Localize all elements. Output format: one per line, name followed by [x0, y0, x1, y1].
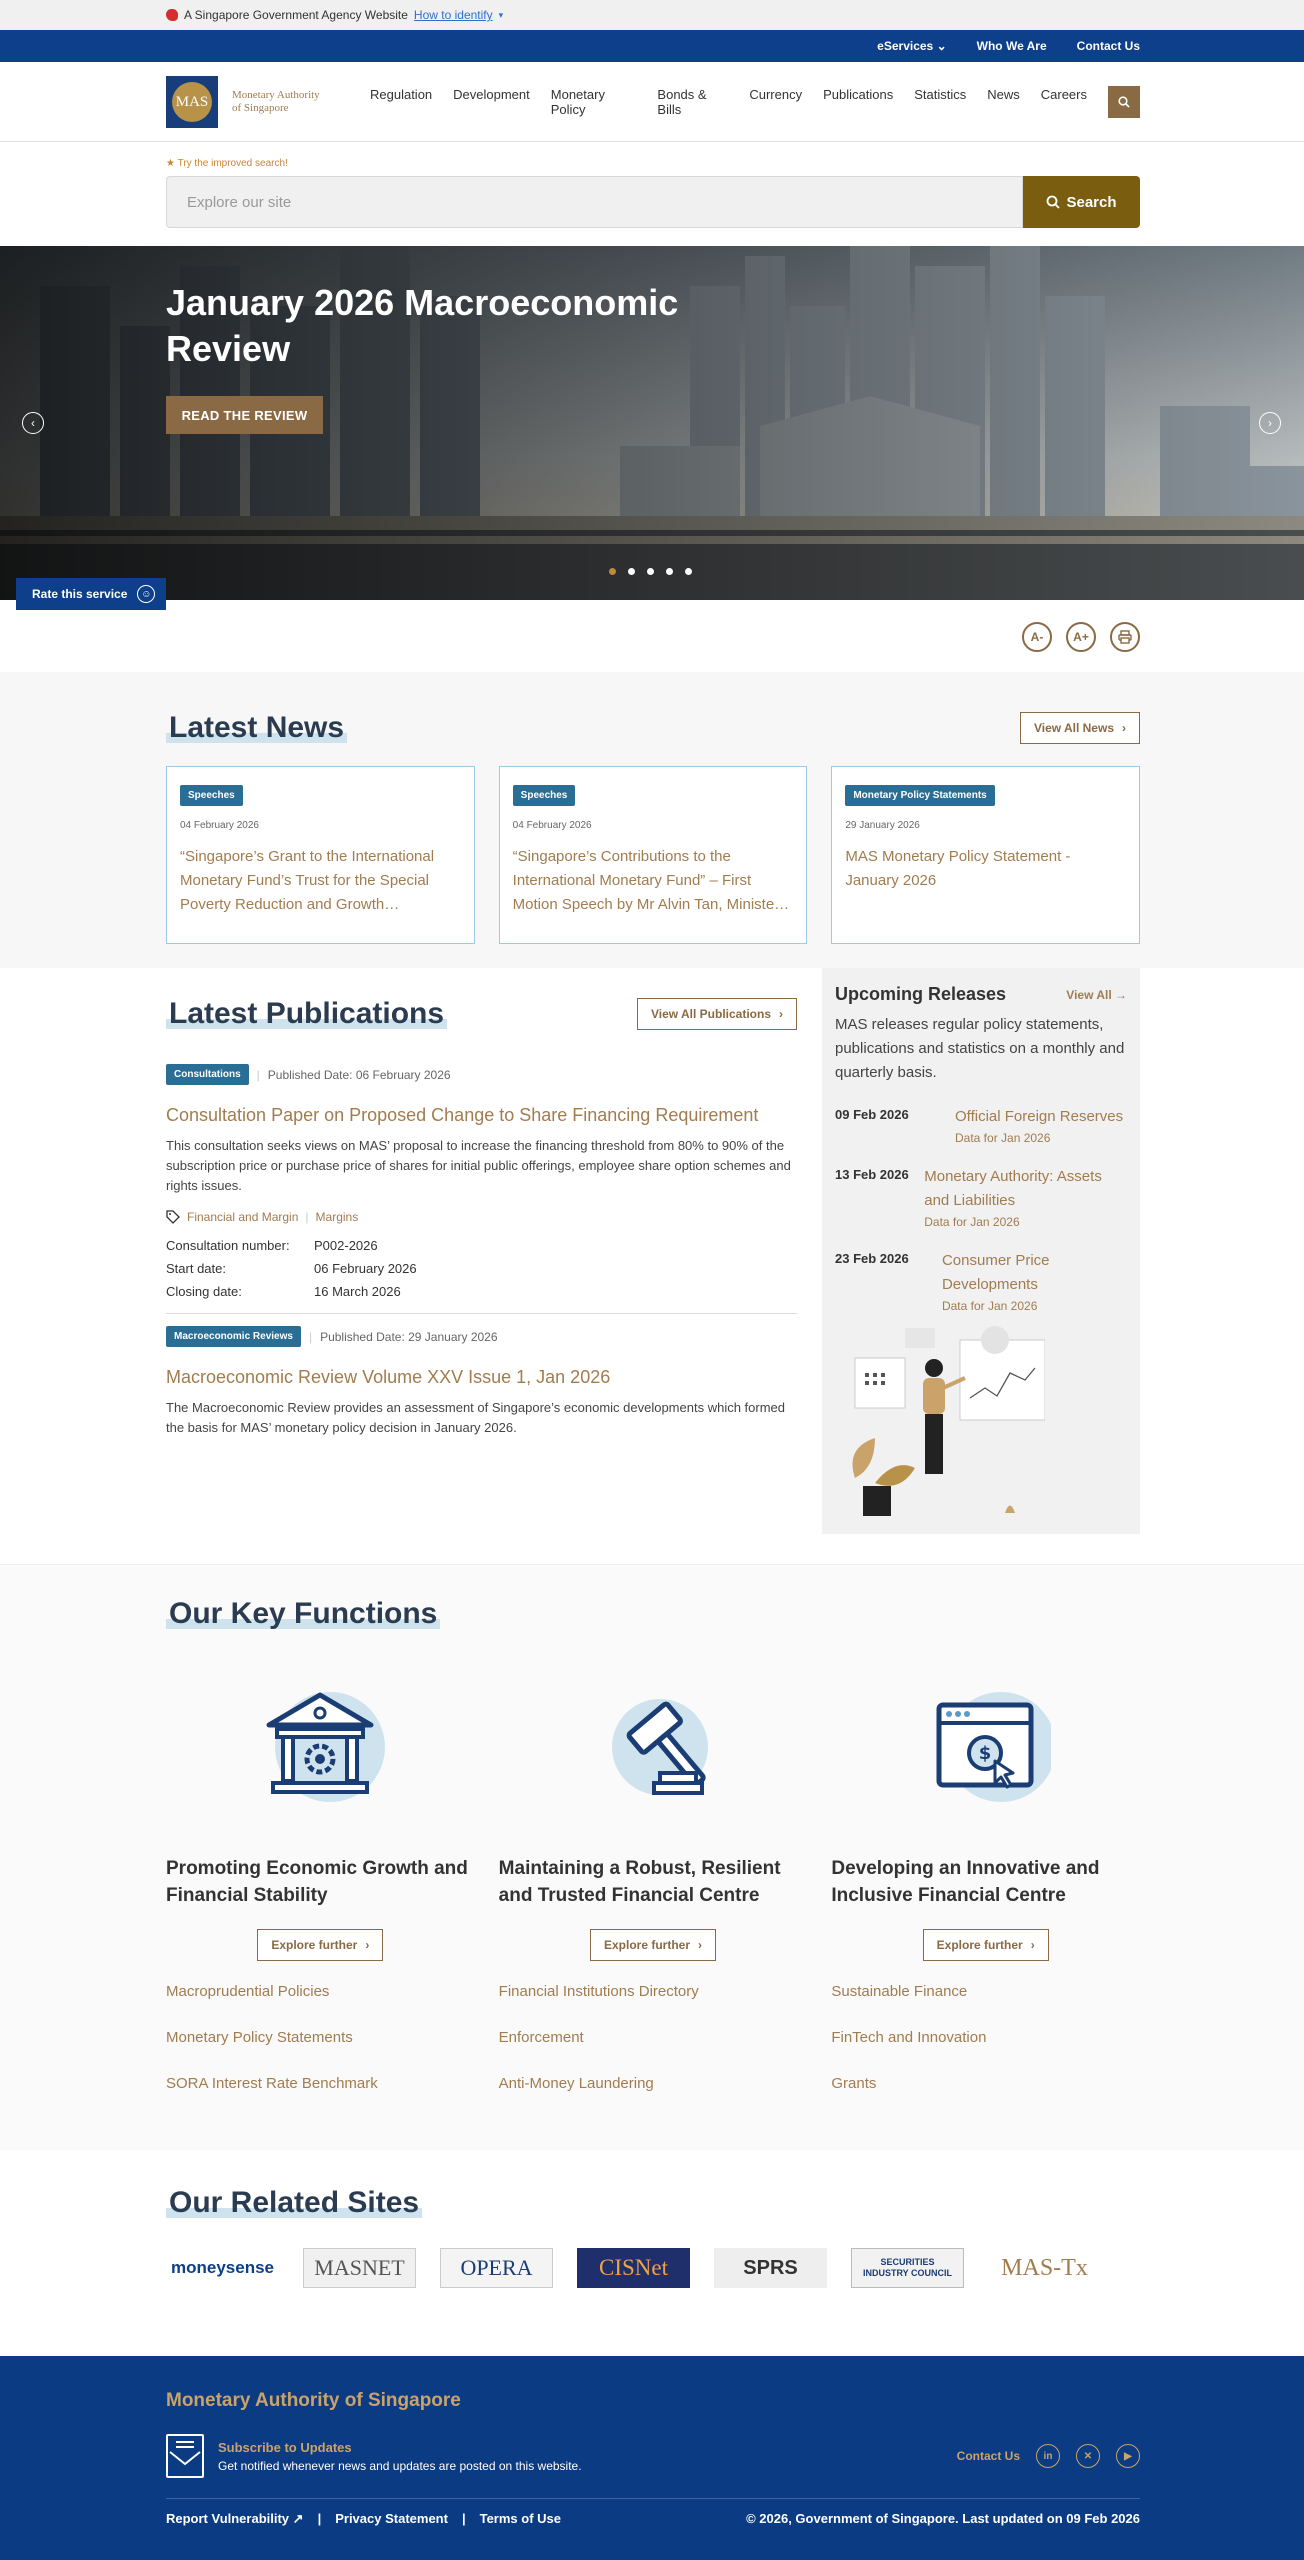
contact-us-link[interactable]: Contact Us [1076, 39, 1140, 53]
page-tools [0, 600, 1304, 672]
external-link-icon: ↗ [292, 2511, 304, 2526]
how-to-identify-link[interactable]: How to identify [413, 8, 493, 22]
chevron-right-icon: › [779, 1007, 783, 1021]
read-review-button[interactable]: READ THE REVIEW [166, 396, 323, 434]
terms-of-use-link[interactable]: Terms of Use [479, 2511, 561, 2526]
latest-publications-heading: Latest Publications [166, 997, 447, 1031]
release-date: 09 Feb 2026 [835, 1107, 909, 1122]
gov-masthead [0, 0, 1304, 30]
masnet-logo[interactable]: MASNET [303, 2248, 416, 2288]
function-link[interactable]: SORA Interest Rate Benchmark [166, 2075, 378, 2092]
publication-tag: Macroeconomic Reviews [166, 1326, 301, 1347]
nav-item-bonds-bills[interactable]: Bonds & Bills [657, 87, 707, 117]
related-sites-section [0, 2150, 1304, 2356]
function-column [499, 1687, 808, 2099]
upcoming-releases-heading: Upcoming Releases [835, 984, 1007, 1004]
news-card[interactable] [831, 766, 1140, 944]
latest-news-heading: Latest News [166, 711, 347, 745]
digital-payment-icon [921, 1687, 1051, 1807]
divider: | [461, 2511, 466, 2526]
divider [166, 1313, 797, 1314]
release-title[interactable]: Monetary Authority: Assets and Liabilities [924, 1168, 1102, 1209]
nav-item-monetary-policy[interactable]: Monetary Policy [550, 87, 605, 117]
bank-gear-icon [255, 1687, 385, 1807]
hero-title: January 2026 Macroeconomic Review [166, 282, 679, 369]
carousel-dot[interactable] [685, 568, 692, 575]
mastx-logo[interactable]: MAS-Tx [1001, 2254, 1088, 2281]
subscribe-block[interactable] [166, 2434, 582, 2478]
function-link[interactable]: Monetary Policy Statements [166, 2029, 353, 2046]
news-tag: Speeches [180, 785, 243, 806]
sprs-logo[interactable]: SPRS [714, 2248, 827, 2288]
publication-title[interactable]: Macroeconomic Review Volume XXV Issue 1, Jan 2026 [166, 1367, 611, 1387]
release-sub: Data for Jan 2026 [924, 1215, 1020, 1229]
linkedin-icon[interactable]: in [1036, 2444, 1060, 2468]
news-card[interactable] [166, 766, 475, 944]
presenter-illustration [835, 1318, 1045, 1528]
privacy-statement-link[interactable]: Privacy Statement [335, 2511, 448, 2526]
upcoming-desc: MAS releases regular policy statements, publications and statistics on a monthly and quarterly basis. [835, 1016, 1125, 1081]
nav-menu [370, 87, 1108, 117]
subscribe-desc: Get notified whenever news and updates are posted on this website. [218, 2458, 582, 2473]
subscribe-title[interactable]: Subscribe to Updates [218, 2439, 352, 2455]
footer-org-name: Monetary Authority of Singapore [166, 2390, 461, 2411]
nav-item-careers[interactable]: Careers [1040, 87, 1087, 102]
nav-item-regulation[interactable]: Regulation [370, 87, 433, 102]
print-icon[interactable] [1110, 622, 1140, 652]
carousel-dots [609, 568, 692, 575]
news-title[interactable]: MAS Monetary Policy Statement - January 2026 [845, 848, 1071, 889]
latest-publications-section [0, 968, 1304, 1564]
cisnet-logo[interactable]: CISNet [577, 2248, 690, 2288]
x-twitter-icon[interactable]: ✕ [1076, 2444, 1100, 2468]
publication-title[interactable]: Consultation Paper on Proposed Change to Share Financing Requirement [166, 1105, 759, 1125]
function-link[interactable]: Anti-Money Laundering [498, 2075, 654, 2092]
latest-news-section [0, 672, 1304, 968]
chevron-right-icon: › [1030, 1938, 1035, 1952]
envelope-icon [166, 2434, 204, 2478]
key-functions-heading: Our Key Functions [166, 1597, 440, 1631]
search-hint: ★ Try the improved search! [166, 158, 288, 169]
social-links [957, 2444, 1140, 2468]
chevron-right-icon: › [698, 1938, 703, 1952]
release-date: 13 Feb 2026 [835, 1167, 909, 1182]
chevron-right-icon: › [365, 1938, 370, 1952]
release-sub: Data for Jan 2026 [941, 1299, 1038, 1313]
explore-further-button[interactable]: Explore further › [590, 1929, 716, 1961]
rate-service-button[interactable]: Rate this service ☺ [16, 578, 166, 610]
carousel-next-icon[interactable]: › [1259, 412, 1281, 434]
topic-link[interactable]: Financial and Margin [187, 1210, 299, 1224]
function-title: Promoting Economic Growth and Financial Stability [166, 1858, 468, 1906]
news-tag: Monetary Policy Statements [845, 785, 994, 806]
nav-item-statistics[interactable]: Statistics [914, 87, 967, 102]
publication-topics: Financial and Margin | Margins [166, 1210, 797, 1224]
consultation-number-row: Consultation number: P002-2026 [166, 1238, 378, 1253]
search-input[interactable]: Explore our site [166, 176, 1023, 228]
release-item [835, 1249, 1127, 1313]
sic-logo[interactable]: SECURITIES INDUSTRY COUNCIL [851, 2248, 964, 2288]
news-date: 04 February 2026 [512, 820, 592, 831]
function-link[interactable]: Financial Institutions Directory [498, 1983, 699, 2000]
hero-carousel [0, 246, 1304, 600]
search-icon [1118, 96, 1130, 108]
news-card[interactable] [499, 766, 808, 944]
mas-logo[interactable]: MAS Monetary Authority of Singapore [166, 76, 370, 128]
upcoming-releases-panel [822, 968, 1140, 1534]
arrow-right-icon: → [1115, 987, 1127, 1002]
eservices-menu[interactable]: eServices ⌄ [877, 39, 947, 53]
svg-text:$: $ [978, 1743, 991, 1764]
moneysense-logo[interactable]: moneysense [171, 2258, 274, 2277]
divider: | [317, 2511, 322, 2526]
function-column [166, 1687, 475, 2099]
search-icon [1046, 195, 1060, 209]
function-title: Developing an Innovative and Inclusive Financial Centre [831, 1858, 1100, 1906]
chevron-down-icon: ⌄ [936, 39, 947, 53]
function-link[interactable]: Macroprudential Policies [166, 1983, 330, 2000]
who-we-are-link[interactable]: Who We Are [976, 39, 1047, 53]
news-tag: Speeches [513, 785, 576, 806]
report-vulnerability-link[interactable]: Report Vulnerability ↗ [166, 2511, 304, 2526]
copyright-text: © 2026, Government of Singapore. Last updated on 09 Feb 2026 [746, 2511, 1140, 2526]
smiley-icon: ☺ [137, 585, 155, 603]
function-link[interactable]: Sustainable Finance [831, 1983, 968, 2000]
publication-desc: This consultation seeks views on MAS’ proposal to increase the financing threshold from 80% to 90% of the subscription price or purchase price of shares for initial public offerings, employee share option schemes and rights issues. [166, 1138, 791, 1193]
carousel-dot[interactable] [666, 568, 673, 575]
chevron-down-icon[interactable]: ▾ [498, 9, 504, 20]
carousel-prev-icon[interactable]: ‹ [22, 412, 44, 434]
publication-date: Published Date: 29 January 2026 [320, 1329, 498, 1344]
function-column [831, 1687, 1140, 2099]
view-all-publications-button[interactable]: View All Publications › [637, 998, 797, 1030]
publication-desc: The Macroeconomic Review provides an assessment of Singapore’s economic developments which formed the basis for MAS’ monetary policy decision in January 2026. [166, 1400, 786, 1435]
publication-date: Published Date: 06 February 2026 [267, 1067, 451, 1082]
explore-further-button[interactable]: Explore further › [923, 1929, 1049, 1961]
news-date: 04 February 2026 [180, 820, 259, 831]
news-date: 29 January 2026 [845, 820, 920, 831]
related-sites-heading: Our Related Sites [166, 2186, 422, 2220]
view-all-releases-link[interactable]: View All → [1066, 987, 1127, 1002]
publication-tag: Consultations [166, 1064, 249, 1085]
function-title: Maintaining a Robust, Resilient and Trusted Financial Centre [498, 1858, 781, 1906]
chevron-right-icon: › [1122, 721, 1126, 735]
explore-further-button[interactable]: Explore further › [257, 1929, 383, 1961]
decrease-font-icon[interactable]: A- [1022, 622, 1052, 652]
news-title[interactable]: “Singapore’s Contributions to the International Monetary Fund” – First Motion Speech by Mr Alvin Tan, Ministe… [512, 848, 790, 913]
function-link[interactable]: FinTech and Innovation [831, 2029, 987, 2046]
start-date-row: Start date: 06 February 2026 [166, 1261, 417, 1276]
release-sub: Data for Jan 2026 [955, 1131, 1051, 1145]
lion-head-icon [166, 9, 178, 21]
increase-font-icon[interactable]: A+ [1066, 622, 1096, 652]
publication-meta: Consultations | Published Date: 06 February 2026 [166, 1064, 797, 1085]
key-functions-section [0, 1564, 1304, 2150]
carousel-dot[interactable] [647, 568, 654, 575]
carousel-dot[interactable] [609, 568, 616, 575]
search-button[interactable]: Search [1023, 176, 1140, 228]
footer-contact-link[interactable]: Contact Us [956, 2449, 1020, 2463]
news-title[interactable]: “Singapore’s Grant to the International Monetary Fund’s Trust for the Special Poverty Reduction and Growth… [180, 848, 435, 913]
release-item [835, 1165, 1127, 1229]
function-link[interactable]: Grants [831, 2075, 877, 2092]
release-title[interactable]: Consumer Price Developments [941, 1252, 1050, 1293]
view-all-news-button[interactable]: View All News › [1020, 712, 1140, 744]
release-item [835, 1105, 1127, 1145]
gavel-icon [588, 1687, 718, 1807]
star-icon: ★ [166, 158, 175, 169]
release-title[interactable]: Official Foreign Reserves [955, 1108, 1124, 1125]
search-section [0, 142, 1304, 246]
nav-item-publications[interactable]: Publications [823, 87, 894, 102]
footer [0, 2356, 1304, 2560]
main-nav [0, 62, 1304, 142]
opera-logo[interactable]: OPERA [440, 2248, 553, 2288]
nav-search-button[interactable] [1108, 86, 1140, 118]
carousel-dot[interactable] [628, 568, 635, 575]
utility-bar [0, 30, 1304, 62]
topic-link[interactable]: Margins [315, 1210, 359, 1224]
youtube-icon[interactable]: ▶ [1116, 2444, 1140, 2468]
tag-icon [166, 1210, 180, 1224]
function-link[interactable]: Enforcement [498, 2029, 584, 2046]
nav-item-development[interactable]: Development [453, 87, 530, 102]
publication-meta: Macroeconomic Reviews | Published Date: 29 January 2026 [166, 1326, 797, 1347]
nav-item-currency[interactable]: Currency [749, 87, 803, 102]
masthead-text: A Singapore Government Agency Website [184, 8, 408, 22]
release-date: 23 Feb 2026 [835, 1251, 909, 1266]
nav-item-news[interactable]: News [987, 87, 1020, 102]
closing-date-row: Closing date: 16 March 2026 [166, 1284, 401, 1299]
